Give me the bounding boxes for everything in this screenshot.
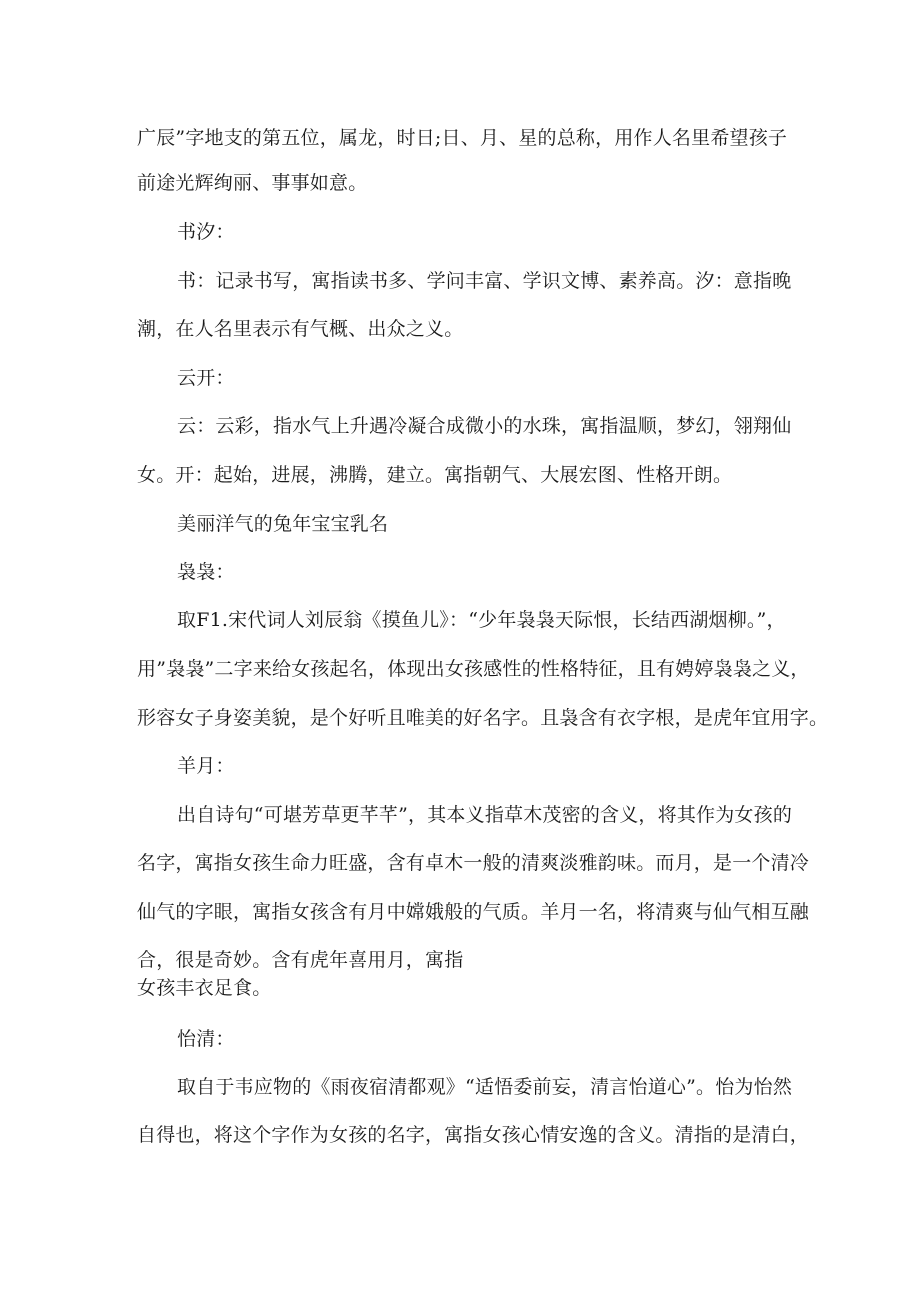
section-heading: 羊月： [177,755,235,777]
paragraph-line: 女。开：起始，进展，沸腾，建立。寓指朝气、大展宏图、性格开朗。 [137,464,733,486]
paragraph-line: 用”袅袅”二字来给女孩起名，体现出女孩感性的性格特征，且有娉婷袅袅之义， [137,658,810,680]
section-heading: 怡清： [177,1028,235,1050]
paragraph-line: 合，很是奇妙。含有虎年喜用月，寓指 [137,949,464,971]
paragraph-line: 前途光辉绚丽、事事如意。 [137,172,368,194]
paragraph-line: 取F1.宋代词人刘辰翁《摸鱼儿》：“少年袅袅天际恨，长结西湖烟柳。”， [177,609,786,631]
paragraph-line: 广辰”字地支的第五位，属龙，时日;日、月、星的总称，用作人名里希望孩子 [137,127,788,149]
section-title: 美丽洋气的兔年宝宝乳名 [177,513,389,535]
paragraph-line: 仙气的字眼，寓指女孩含有月中嫦娥般的气质。羊月一名，将清爽与仙气相互融 [137,901,810,923]
section-heading: 云开： [177,367,235,389]
paragraph-line: 潮，在人名里表示有气概、出众之义。 [137,318,464,340]
section-heading: 袅袅： [177,561,235,583]
paragraph-line: 取自于韦应物的《雨夜宿清都观》“适悟委前妄，清言怡道心”。怡为怡然 [177,1076,793,1098]
paragraph-line: 自得也，将这个字作为女孩的名字，寓指女孩心情安逸的含义。清指的是清白， [137,1124,810,1146]
paragraph-line: 出自诗句“可堪芳草更芊芊”，其本义指草木茂密的含义，将其作为女孩的 [177,804,793,826]
paragraph-line: 云：云彩，指水气上升遇冷凝合成微小的水珠，寓指温顺，梦幻，翎翔仙 [177,415,792,437]
paragraph-line: 名字，寓指女孩生命力旺盛，含有卓木一般的清爽淡雅韵味。而月，是一个清冷 [137,852,810,874]
section-heading: 书汐： [177,221,235,243]
paragraph-line: 形容女子身姿美貌，是个好听且唯美的好名字。且袅含有衣字根，是虎年宜用字。 [137,707,829,729]
paragraph-line: 书：记录书写，寓指读书多、学问丰富、学识文博、素养高。汐：意指晚 [177,270,792,292]
paragraph-line: 女孩丰衣足食。 [137,977,272,999]
